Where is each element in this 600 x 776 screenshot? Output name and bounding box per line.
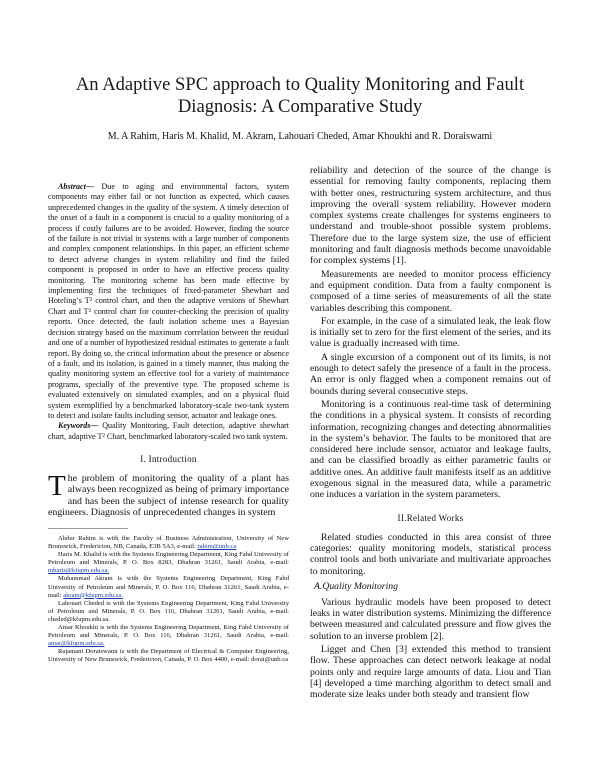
footnote — [48, 575, 289, 599]
email-link[interactable]: akram@kfupm.edu.sa. — [63, 591, 123, 599]
footnote-text: Rajamani Doraiswami is with the Department of Electrical & Computer Engineering, University of New Brunswick, Fredericton, Canada, P. O. Box 4400, e-mail: dorai@unb.ca — [48, 648, 289, 664]
footnote-text: Haris M. Khalid is with the Systems Engineering Department, King Fahd University of Petroleum and Minerals, P. O. Box 8283, Dhahran 31261, Saudi Arabia, e-mail: — [48, 551, 289, 567]
section-heading-introduction: I. Introduction — [140, 454, 197, 465]
body-paragraph: For example, in the case of a simulated leak, the leak flow is initially set to zero for the first element of the series, and its value is gradually increased with time. — [310, 315, 551, 350]
subsection-heading-quality-monitoring: A.Quality Monitoring — [314, 580, 398, 592]
footnote — [48, 551, 289, 575]
section-heading-related-works: II.Related Works — [397, 512, 464, 523]
abstract-label: Abstract— — [58, 182, 94, 191]
introduction-text: he problem of monitoring the quality of a plant has always been recognized as being of primary importance and has been the subject of intense research for quality engineers. Diagnosis of unprecedented changes in system — [48, 473, 289, 518]
drop-cap: T — [48, 470, 66, 503]
footnote — [48, 600, 289, 624]
footnote-text: Abdur Rahim is with the Faculty of Business Administration, University of New Brunswick, Fredericton, NB, Canada, E3B 5A3, e-mail: — [48, 534, 289, 551]
introduction-paragraph — [48, 470, 289, 518]
abstract — [48, 182, 289, 421]
footnote — [48, 648, 289, 664]
body-paragraph: Measurements are needed to monitor process efficiency and equipment condition. Data from a faulty component is composed of a time series of measurements of all the state variables describing this component. — [310, 268, 551, 314]
footnote-text: Amar Khoukhi is with the Systems Engineering Department, King Fahd University of Petroleum and Minerals, P. O. Box 116, Dhahran 31261, Saudi Arabia, e-mail: — [48, 624, 289, 640]
footnote-text: Muhammad Akram is with the Systems Engineering Department, King Fahd University of Petroleum and Minerals, P. O. Box 116, Dhahran 31261, Saudi Arabia, e-mail: — [48, 575, 289, 599]
footnote-text: Lahouari Cheded is with the Systems Engineering Department, King Fahd University of Petroleum and Minerals, P. O. Box 116, Dhahran 31261, Saudi Arabia, e-mail: cheded@kfupm.edu.sa. — [48, 599, 289, 623]
footnote — [48, 624, 289, 648]
paper-title: An Adaptive SPC approach to Quality Monitoring and Fault Diagnosis: A Comparative Study — [75, 74, 525, 117]
email-link[interactable]: mharis@kfupm.edu.sa. — [48, 567, 110, 575]
body-paragraph: Monitoring is a continuous real-time task of determining the conditions in a physical system. It consists of recording information, recognizing changes and detecting abnormalities in the system’s behavior. The faults to be monitored that are considered here include sensor, actuator and leakage faults, and can be classified broadly as either parametric faults or additive ones. An additive fault manifests itself as an additive exogenous signal in the measured data, while a parametric one induces a variation in the system parameters. — [310, 398, 551, 501]
body-paragraph: Related studies conducted in this area consist of three categories: quality monitoring models, statistical process control tools and both univariate and multivariate approaches to monitoring. — [310, 531, 551, 577]
right-column — [310, 165, 551, 702]
body-paragraph: A single excursion of a component out of its limits, is not enough to detect safely the presence of a fault in the process. An error is only flagged when a component remains out of bounds during several consecutive steps. — [310, 351, 551, 397]
author-list: M. A Rahim, Haris M. Khalid, M. Akram, Lahouari Cheded, Amar Khoukhi and R. Doraiswami — [107, 131, 493, 142]
email-link[interactable]: amar@kfupm.edu.sa. — [48, 640, 105, 648]
body-paragraph: reliability and detection of the source of the change is essential for removing faulty components, replacing them with better ones, restructuring system architecture, and thus improving the overall system reliability. However modern complex systems create challenges for systems engineers to understand and trouble-shoot possible system problems. Therefore due to the large system size, the use of efficient monitoring and fault diagnosis methods become unavoidable for complex systems [1]. — [310, 165, 551, 267]
email-link[interactable]: rahim@unb.ca — [197, 543, 237, 551]
abstract-text: Due to aging and environmental factors, system components may either fail or not function as expected, which causes unprecedented changes in the quality of the system. A timely detection of the onset of a fault in a component is crucial to a quality monitoring of a process if costly failures are to be avoided. However, finding the source of the failure is not trivial in systems with a large number of components and complex component relationships. In this paper, an efficient scheme to detect adverse changes in system reliability and find the failed component is proposed in order to have an effective process quality monitoring. The monitoring scheme has been made effective by implementing first the techniques of fixed-parameter Shewhart and Hoteling’s T² control chart, and then the adaptive versions of Shewhart Chart and T² control chart for counter-checking the precision of quality reports. Once detected, the fault isolation scheme uses a Bayesian decision strategy based on the maximum correlation between the residual and one of a number of hypothesized residual estimates to generate a fault report. By doing so, the critical information about the presence or absence of a fault, and its isolation, is gained in a timely manner, thus making the quality monitoring system an effective tool for a variety of maintenance programs, specially of the preventive type. The proposed scheme is evaluated extensively on simulated examples, and on a physical fluid system exemplified by a benchmarked laboratory-scale two-tank system to detect and isolate faults including sensor, actuator and leakage ones. — [48, 182, 289, 420]
body-paragraph: Ligget and Chen [3] extended this method to transient flow. These approaches can detect network leakage at nodal points only and require large amounts of data. Liou and Tian [4] developed a time marching algorithm to detect small and moderate size leaks under both steady and transient flow — [310, 643, 551, 701]
keywords-text: Quality Monitoring, Fault detection, adaptive shewhart chart, adaptive T² Chart, benchmarked laboratory-scaled two tank system. — [48, 421, 289, 441]
footnote-divider — [48, 528, 128, 529]
footnote — [48, 535, 289, 551]
keywords-label: Keywords— — [58, 421, 99, 431]
keywords — [48, 421, 289, 442]
left-column — [48, 165, 289, 664]
body-paragraph: Various hydraulic models have been proposed to detect leaks in water distribution systems. Minimizing the difference between measured and calculated pressure and flow gives the solution to an inverse problem [2]. — [310, 596, 551, 642]
